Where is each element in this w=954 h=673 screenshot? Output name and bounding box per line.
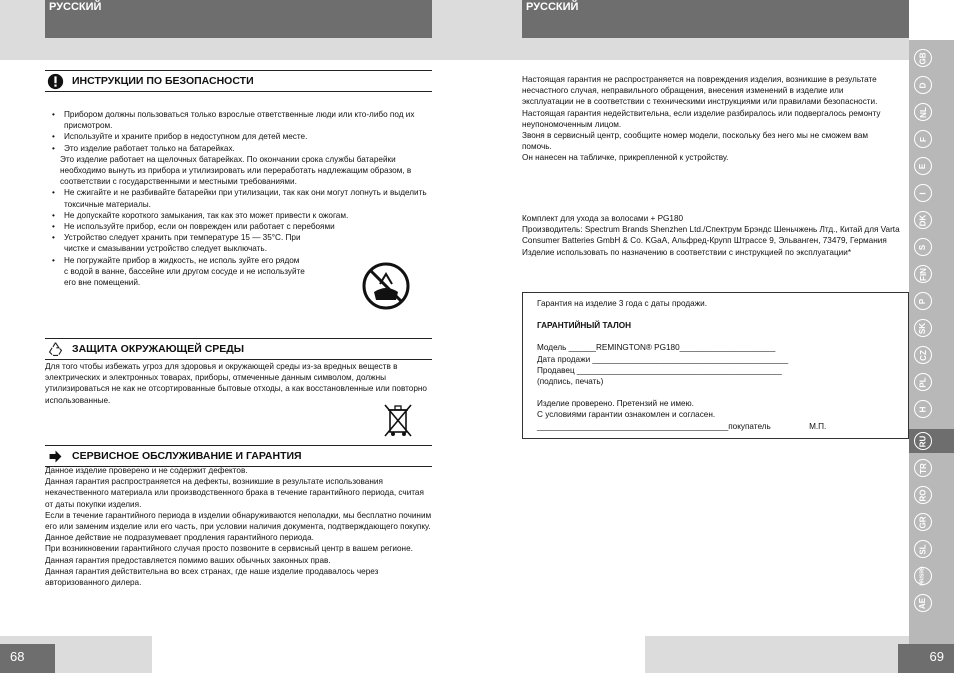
product-info <box>522 213 907 258</box>
warranty-paragraph: Настоящая гарантия недействительна, если изделие разбиралось или подвергалось ремонту неупономоченным лицом. <box>522 108 881 129</box>
safety-item: • Не погружайте прибор в жидкость, не исполь зуйте его рядом с водой в ванне, бассейне или другом сосуде и не используйте его вне помещений. <box>45 255 305 289</box>
lang-tab-i[interactable]: I <box>914 184 932 202</box>
signature-note: (подпись, печать) <box>537 377 604 387</box>
safety-item: • Не сжигайте и не разбивайте батарейки при утилизации, так как они могут лопнуть и выделить токсичные материалы. <box>45 187 435 209</box>
safety-item: Это изделие работает на щелочных батарейках. По окончании срока службы батарейки необходимо вынуть из прибора и утилизировать или переработать надлежащим образом, в соответствии с государственными и местными требованиями. <box>60 154 412 187</box>
warranty-paragraph: Звоня в сервисный центр, сообщите номер модели, поскольку без него мы не сможем вам помочь. <box>522 131 869 152</box>
checked-statement: Изделие проверено. Претензий не имею. <box>537 399 694 409</box>
agree-statement: С условиями гарантии ознакомлен и согласен. <box>537 410 716 420</box>
lang-tab-ro[interactable]: RO <box>914 486 932 504</box>
lang-tab-p[interactable]: P <box>914 292 932 310</box>
lang-tab-hr-srb[interactable]: HR/SRB <box>914 567 932 585</box>
lang-tab-tr[interactable]: TR <box>914 459 932 477</box>
safety-item: • Не допускайте короткого замыкания, так как это может привести к ожогам. <box>45 210 435 221</box>
buyer-line <box>537 421 894 432</box>
lang-tab-sl[interactable]: SL <box>914 540 932 558</box>
environment-text: Для того чтобы избежать угроз для здоровья и окружающей среды из-за вредных веществ в электрических и электронных товарах, приборы, отмеченные данным символом, должны утилизироваться не как не отсортированные бытовые отходы, а как восстановленные или повторно использованные. <box>45 362 427 405</box>
service-paragraph: Данная гарантия действительна во всех странах, где наше изделие продавалось через авторизованного дилера. <box>45 566 379 588</box>
safety-item: • Устройство следует хранить при температуре 15 — 35°C. При чистке и смазывании устройство следует выключать. <box>45 232 325 254</box>
lang-tab-fin[interactable]: FIN <box>914 265 932 283</box>
no-water-icon <box>362 262 410 310</box>
environment-title-text: ЗАЩИТА ОКРУЖАЮЩЕЙ СРЕДЫ <box>72 343 245 355</box>
lang-tab-sk[interactable]: SK <box>914 319 932 337</box>
arrow-right-icon <box>47 448 64 465</box>
lang-tab-cz[interactable]: CZ <box>914 346 932 364</box>
sale-date-field: Дата продажи ___________________________________________ <box>537 354 789 364</box>
service-section-title <box>45 445 432 467</box>
service-title-text: СЕРВИСНОЕ ОБСЛУЖИВАНИЕ И ГАРАНТИЯ <box>72 450 302 462</box>
lang-tab-pl[interactable]: PL <box>914 373 932 391</box>
stamp-label: М.П. <box>809 421 827 431</box>
service-paragraph: Данное действие не подразумевает продления гарантийного периода. <box>45 533 314 543</box>
safety-title-text: ИНСТРУКЦИИ ПО БЕЗОПАСНОСТИ <box>72 75 254 87</box>
page-number-left: 68 <box>0 644 55 673</box>
lang-tab-gr[interactable]: GR <box>914 513 932 531</box>
recycle-icon <box>47 341 64 358</box>
seller-field: Продавец _____________________________________________ <box>537 365 782 375</box>
safety-section-title <box>45 70 432 92</box>
service-paragraph: При возникновении гарантийного случая просто позвоните в сервисный центр в вашем регионе. <box>45 544 413 554</box>
safety-item: • Это изделие работает только на батарейках. <box>45 143 435 154</box>
lang-tab-f[interactable]: F <box>914 130 932 148</box>
environment-section-title <box>45 338 432 360</box>
right-warranty-text <box>522 74 892 164</box>
service-paragraph: Если в течение гарантийного периода в изделии обнаруживаются неполадки, мы бесплатно починим его или заменим изделие или его часть, при условии наличия документа, подтверждающего покупку. <box>45 510 432 532</box>
header-language-right: РУССКИЙ <box>522 0 909 38</box>
footer-band-right <box>645 636 909 673</box>
lang-tab-d[interactable]: D <box>914 76 932 94</box>
lang-tab-s[interactable]: S <box>914 238 932 256</box>
safety-item: • Прибором должны пользоваться только взрослые ответственные люди или кто-либо под их присмотром. <box>45 109 435 131</box>
warranty-period: Гарантия на изделие 3 года с даты продажи. <box>537 299 707 308</box>
page-number-right: 69 <box>898 644 954 673</box>
lang-tab-ru[interactable]: RU <box>914 432 932 450</box>
usage-note: Изделие использовать по назначению в соответствии с инструкцией по эксплуатации* <box>522 247 852 257</box>
lang-tab-h[interactable]: H <box>914 400 932 418</box>
warranty-paragraph: Он нанесен на табличке, прикрепленной к устройству. <box>522 153 729 163</box>
buyer-signature: __________________________________________покупатель <box>537 421 771 431</box>
lang-tab-e[interactable]: E <box>914 157 932 175</box>
header-language-left: РУССКИЙ <box>45 0 432 38</box>
service-paragraph: Данная гарантия предоставляется помимо ваших обычных законных прав. <box>45 555 331 565</box>
product-kit: Комплект для ухода за волосами + PG180 <box>522 214 684 223</box>
crossed-bin-icon <box>380 400 416 440</box>
service-paragraph: Данная гарантия распространяется на дефекты, возникшие в результате использования некачественного материала или производственного брака в течение гарантийного периода, считая от даты покупки изделия. <box>45 477 424 509</box>
lang-tab-nl[interactable]: NL <box>914 103 932 121</box>
warranty-card-title: ГАРАНТИЙНЫЙ ТАЛОН <box>537 321 631 331</box>
lang-tab-ae[interactable]: AE <box>914 594 932 612</box>
warranty-paragraph: Настоящая гарантия не распространяется на повреждения изделия, возникшие в результате несчастного случая, неправильного обращения, внесения изменений в изделие или эксплуатации не в соответствии с техническими инструкциями или правилами безопасности. <box>522 75 878 107</box>
manufacturer: Производитель: Spectrum Brands Shenzhen Ltd./Спектрум Брэндс Шеньчжень Лтд., Китай для Varta Consumer Batteries GmbH & Co. KGaA, Альфред-Крупп Штрассе 9, Эльванген, 73479, Германия <box>522 225 900 246</box>
lang-tab-gb[interactable]: GB <box>914 49 932 67</box>
warranty-card <box>522 292 909 439</box>
model-field: Модель ______REMINGTON® PG180_____________________ <box>537 343 776 353</box>
warning-icon <box>47 73 64 90</box>
service-text <box>45 465 432 588</box>
safety-item: • Используйте и храните прибор в недоступном для детей месте. <box>45 131 435 142</box>
lang-tab-dk[interactable]: DK <box>914 211 932 229</box>
safety-item: • Не используйте прибор, если он поврежден или работает с перебоями <box>45 221 435 232</box>
service-paragraph: Данное изделие проверено и не содержит дефектов. <box>45 466 248 475</box>
